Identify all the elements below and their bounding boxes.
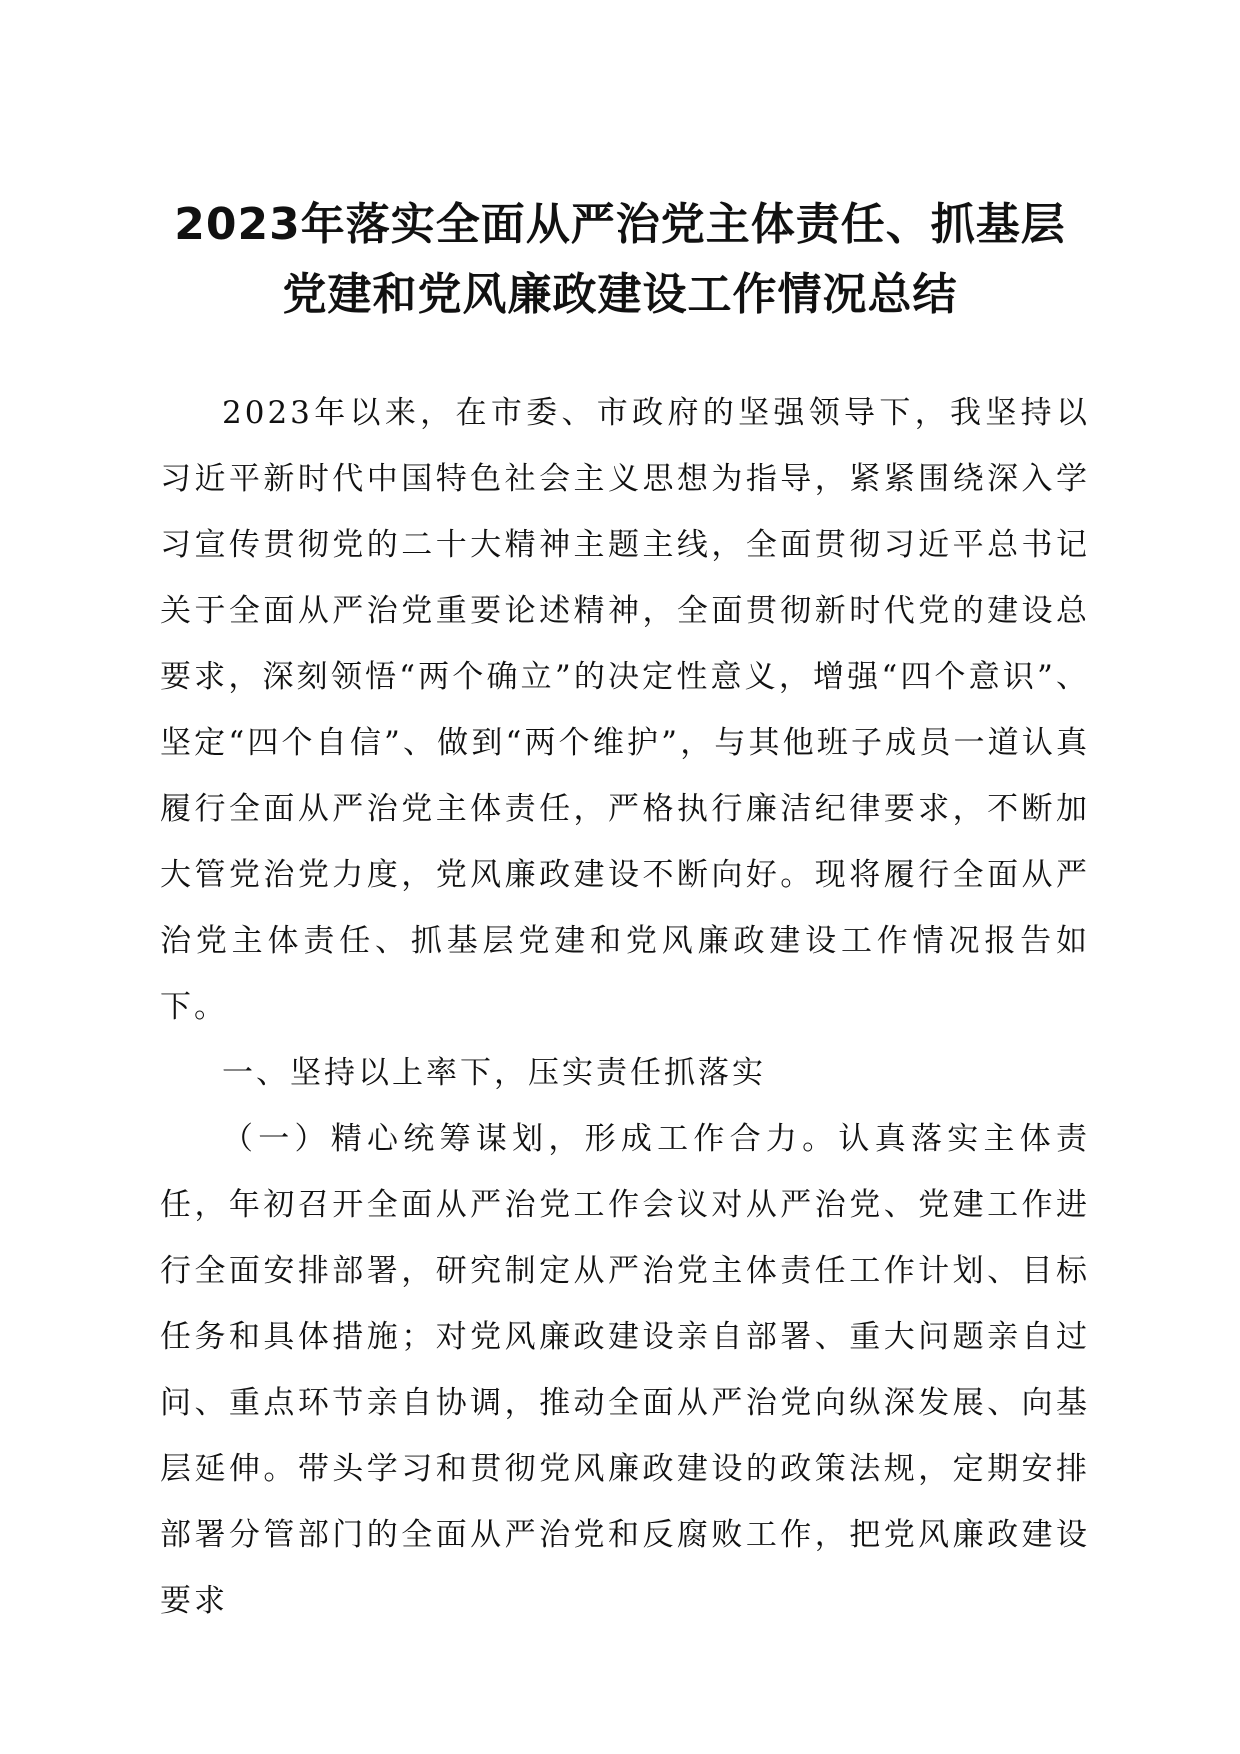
intro-paragraph: 2023年以来，在市委、市政府的坚强领导下，我坚持以习近平新时代中国特色社会主义思想为指导，紧紧围绕深入学习宣传贯彻党的二十大精神主题主线，全面贯彻习近平总书记关于全面从严治党重要论述精神，全面贯彻新时代党的建设总要求，深刻领悟“两个确立”的决定性意义，增强“四个意识”、坚定“四个自信”、做到“两个维护”，与其他班子成员一道认真履行全面从严治党主体责任，严格执行廉洁纪律要求，不断加大管党治党力度，党风廉政建设不断向好。现将履行全面从严治党主体责任、抓基层党建和党风廉政建设工作情况报告如下。 — [160, 395, 1090, 1025]
document-title — [150, 190, 1090, 330]
section-1-heading: 一、坚持以上率下，压实责任抓落实 — [222, 1055, 766, 1091]
title-line-2: 党建和党风廉政建设工作情况总结 — [282, 269, 958, 320]
section-1-paragraph-1: （一）精心统筹谋划，形成工作合力。认真落实主体责任，年初召开全面从严治党工作会议对从严治党、党建工作进行全面安排部署，研究制定从严治党主体责任工作计划、目标任务和具体措施；对党风廉政建设亲自部署、重大问题亲自过问、重点环节亲自协调，推动全面从严治党向纵深发展、向基层延伸。带头学习和贯彻党风廉政建设的政策法规，定期安排部署分管部门的全面从严治党和反腐败工作，把党风廉政建设要求 — [160, 1121, 1090, 1619]
document-body — [160, 380, 1090, 1634]
title-line-1: 2023年落实全面从严治党主体责任、抓基层 — [174, 199, 1066, 250]
